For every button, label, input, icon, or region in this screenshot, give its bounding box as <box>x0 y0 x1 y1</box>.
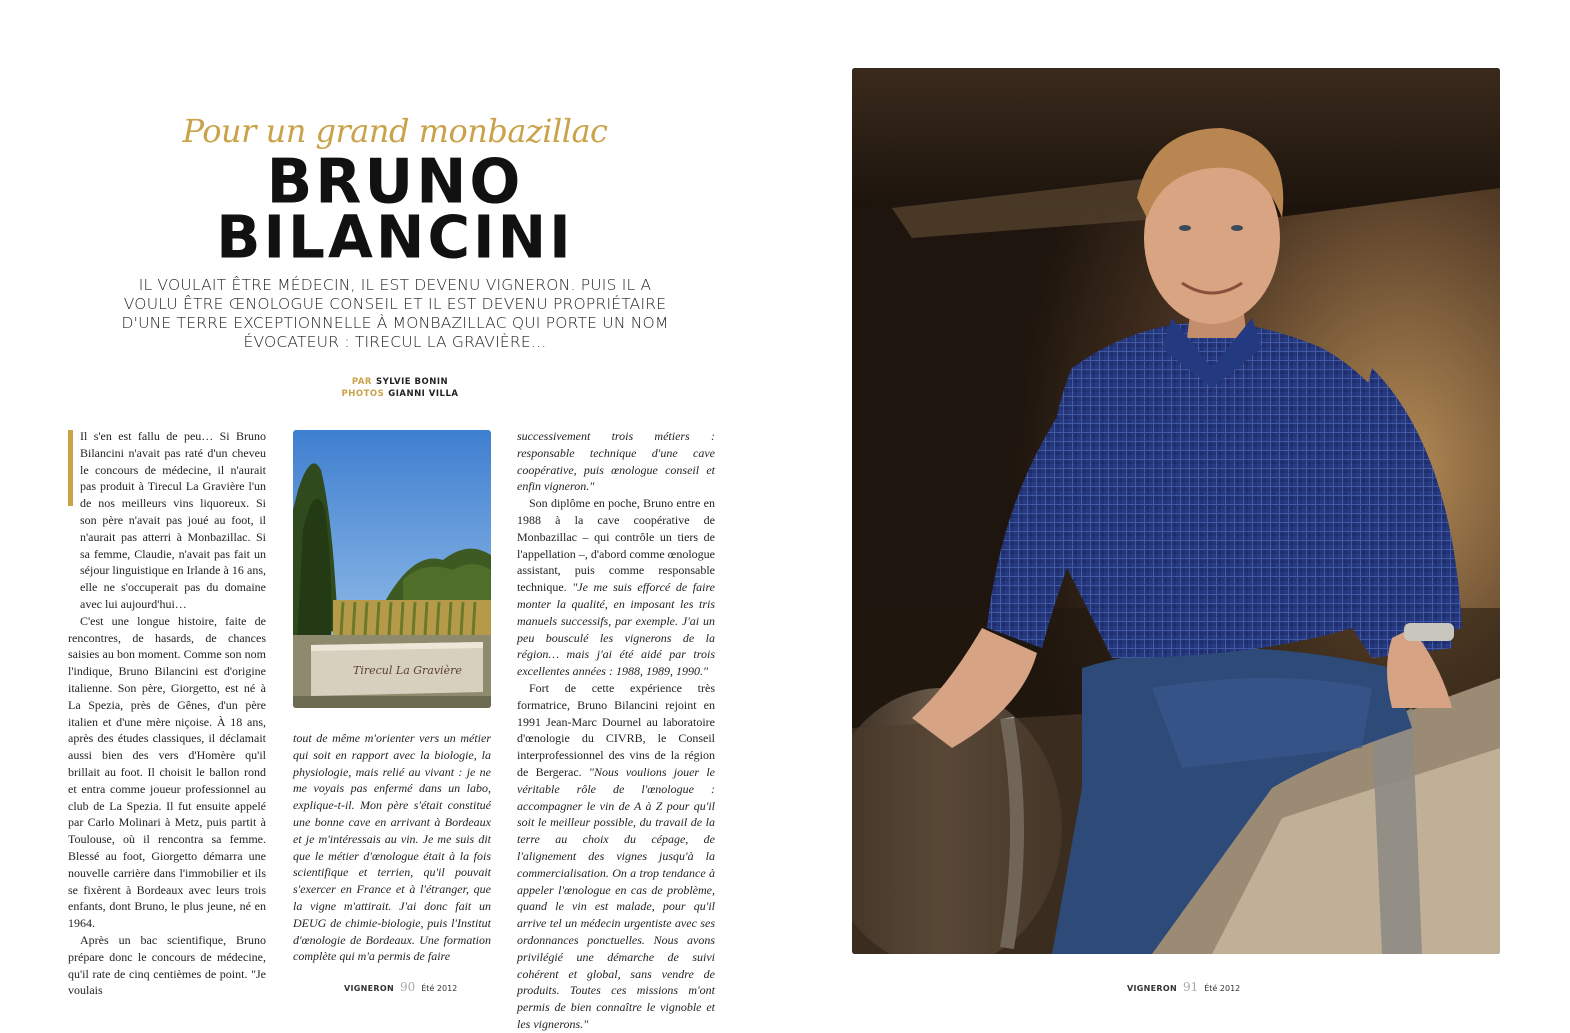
folio-left <box>344 980 457 994</box>
body-paragraph: Il s'en est fallu de peu… Si Bruno Bilancini n'avait pas raté d'un cheveu le concours de médecine, il n'aurait pas produit à Tirecul La Gravière l'un de nos meilleurs vins liquoreux. Si son père n'avait pas joué au foot, il n'aurait pas atterri à Monbazillac. Si sa femme, Claudie, n'avait pas fait un séjour linguistique en Irlande à 16 ans, elle ne s'occuperait pas du domaine avec lui aujourd'hui… <box>80 429 266 611</box>
body-column-1 <box>68 428 266 999</box>
right-page <box>785 0 1570 1024</box>
article-kicker: Pour un grand monbazillac <box>182 112 608 150</box>
body-paragraph <box>517 495 715 680</box>
article-standfirst: IL VOULAIT ÊTRE MÉDECIN, IL EST DEVENU VIGNERON. PUIS IL A VOULU ÊTRE ŒNOLOGUE CONSEIL ET IL EST DEVENU PROPRIÉTAIRE D'UNE TERRE EXCEPTIONNELLE À MONBAZILLAC QUI PORTE UN NOM ÉVOCATEUR : TIRECUL LA GRAVIÈRE… <box>121 276 669 351</box>
svg-text:Tirecul La Gravière: Tirecul La Gravière <box>353 664 462 677</box>
article-title-line-1: BRUNO <box>266 146 524 218</box>
byline-photo-role: PHOTOS <box>341 389 385 399</box>
byline-photo-name: GIANNI VILLA <box>388 389 459 399</box>
body-paragraph: successivement trois métiers : responsable technique d'une cave coopérative, puis œnologue conseil et enfin vigneron." <box>517 429 715 494</box>
article-title-line-2: BILANCINI <box>216 202 574 272</box>
folio-magazine-name: VIGNERON <box>1127 984 1177 993</box>
left-page <box>0 0 785 1031</box>
byline-author-name: SYLVIE BONIN <box>375 377 449 387</box>
vineyard-photo <box>293 430 491 708</box>
body-paragraph: Après un bac scientifique, Bruno prépare donc le concours de médecine, qu'il rate de cinq centièmes de point. "Je voulais <box>68 932 266 998</box>
body-quote: "Je me suis efforcé de faire monter la qualité, en imposant les tris manuels successifs, par exemple. J'ai un peu bousculé les vignerons de la région… mais j'ai été aidé par trois excellentes années : 1988, 1989, 1990." <box>517 580 715 679</box>
body-paragraph <box>517 680 715 1033</box>
byline-photographer <box>300 389 500 399</box>
body-text: Fort de cette expérience très formatrice, Bruno Bilancini rejoint en 1991 Jean-Marc Dournel au laboratoire d'œnologie du CIVRB, le Conseil interprofessionnel des vins de la région de Bergerac. <box>517 680 715 779</box>
portrait-illustration <box>852 68 1500 954</box>
body-text: Son diplôme en poche, Bruno entre en 1988 à la cave coopérative de Monbazillac – qui contrôle un tiers de l'appellation –, d'abord comme œnologue assistant, puis comme responsable technique. <box>517 496 715 595</box>
body-paragraph: tout de même m'orienter vers un métier qui soit en rapport avec la biologie, la physiologie, mais relié au vivant : je ne me voyais pas enfermé dans un labo, explique-t-il. Mon père s'était constitué une bonne cave en arrivant à Bordeaux et je m'intéressais au vin. Je me suis dit que le métier d'œnologue était à la fois scientifique et terrien, qu'il pouvait s'exercer en France et à l'étranger, que la vigne m'attirait. J'ai donc fait un DEUG de chimie-biologie, puis l'Institut d'œnologie de Bordeaux. Une formation complète qui m'a permis de faire <box>293 731 491 964</box>
body-quote: "Nous voulions jouer le véritable rôle de l'œnologue : accompagner le vin de A à Z pour qu'il soit le meilleur possible, du travail de la terre au choix du cépage, de l'alignement des vignes jusqu'à la commercialisation. On a trop tendance à appeler l'œnologue en cas de problème, quand le vin est malade, pour qu'il arrive tel un médecin urgentiste avec ses ordonnances ponctuelles. Nous avons privilégié une démarche de suivi cohérent et global, sans vendre de produits. Toutes ces missions m'ont permis de bien connaître le vignoble et les vignerons." <box>517 764 715 1031</box>
vineyard-illustration <box>293 430 491 708</box>
folio-right <box>1127 980 1240 994</box>
byline-author-role: PAR <box>351 377 372 387</box>
folio-magazine-name: VIGNERON <box>344 984 394 993</box>
folio-page-number: 91 <box>1182 980 1199 994</box>
folio-issue: Été 2012 <box>1204 984 1241 993</box>
byline-author <box>300 377 500 387</box>
portrait-photo <box>852 68 1500 954</box>
body-column-2 <box>293 730 491 965</box>
body-paragraph: C'est une longue histoire, faite de rencontres, de hasards, de chances saisies au bon moment. Comme son nom l'indique, Bruno Bilancini est d'origine italienne. Son père, Giorgetto, est né à La Spezia, près de Gênes, d'un père italien et d'une mère niçoise. À 18 ans, après des études classiques, il déclamait aussi bien des vers d'Homère qu'il brillait au foot. Il choisit le ballon rond et entra comme joueur professionnel au club de La Spezia. Il fut ensuite appelé par Carlo Molinari à Metz, puis partit à Toulouse, où il rencontra sa femme. Blessé au foot, Giorgetto démarra une nouvelle carrière dans l'immobilier et ils se fixèrent à Bordeaux avec leurs trois enfants, dont Bruno, le plus jeune, né en 1964. <box>68 613 266 931</box>
folio-issue: Été 2012 <box>421 984 458 993</box>
folio-page-number: 90 <box>399 980 416 994</box>
body-column-3 <box>517 428 715 1033</box>
